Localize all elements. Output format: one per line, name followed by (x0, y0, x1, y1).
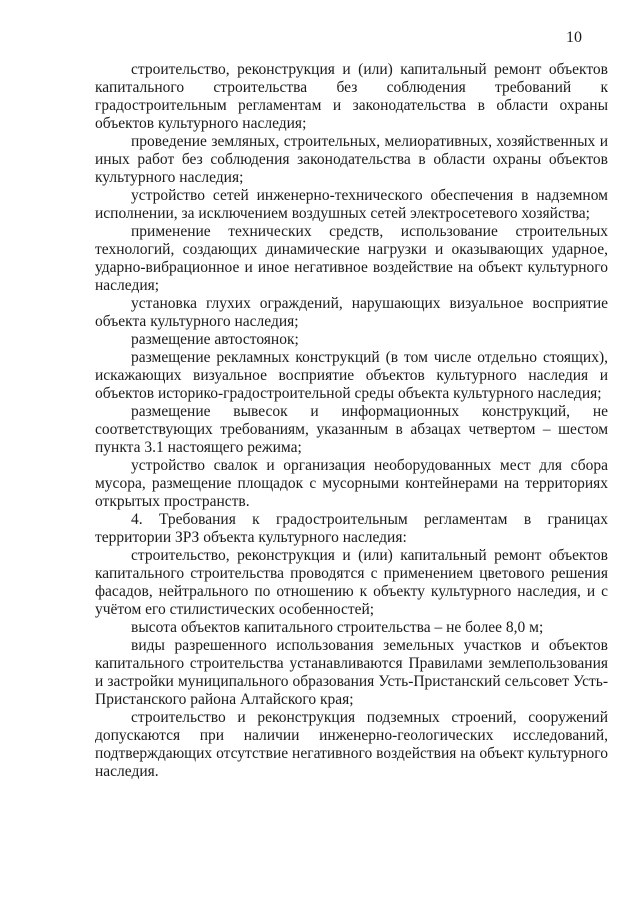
paragraph: проведение земляных, строительных, мелиоративных, хозяйственных и иных работ без соблюдения законодательства в области охраны объектов культурного наследия; (95, 133, 608, 186)
paragraph: устройство свалок и организация необорудованных мест для сбора мусора, размещение площадок с мусорными контейнерами на территориях открытых пространств. (95, 457, 608, 510)
section-heading-paragraph: 4. Требования к градостроительным регламентам в границах территории ЗРЗ объекта культурного наследия: (95, 511, 608, 546)
page-number: 10 (566, 29, 582, 46)
paragraph: строительство и реконструкция подземных строений, сооружений допускаются при наличии инженерно-геологических исследований, подтверждающих отсутствие негативного воздействия на объект культурного наследия. (95, 709, 608, 780)
paragraph: строительство, реконструкция и (или) капитальный ремонт объектов капитального строительства проводятся с применением цветового решения фасадов, нейтрального по отношению к объекту культурного наследия, и с учётом его стилистических особенностей; (95, 547, 608, 618)
paragraph: установка глухих ограждений, нарушающих визуальное восприятие объекта культурного наследия; (95, 295, 608, 330)
paragraph: размещение рекламных конструкций (в том числе отдельно стоящих), искажающих визуальное восприятие объектов культурного наследия и объектов историко-градостроительной среды объекта культурного наследия; (95, 349, 608, 402)
paragraph: высота объектов капитального строительства – не более 8,0 м; (131, 619, 544, 636)
document-body (95, 61, 608, 781)
paragraph: виды разрешенного использования земельных участков и объектов капитального строительства устанавливаются Правилами землепользования и застройки муниципального образования Усть-Пристанский сельсовет Усть-Пристанского района Алтайского края; (95, 637, 608, 708)
paragraph: размещение вывесок и информационных конструкций, не соответствующих требованиям, указанным в абзацах четвертом – шестом пункта 3.1 настоящего режима; (95, 403, 608, 456)
paragraph: строительство, реконструкция и (или) капитальный ремонт объектов капитального строительства без соблюдения требований к градостроительным регламентам и законодательства в области охраны объектов культурного наследия; (95, 61, 608, 132)
paragraph: устройство сетей инженерно-технического обеспечения в надземном исполнении, за исключением воздушных сетей электросетевого хозяйства; (95, 187, 608, 222)
paragraph: размещение автостоянок; (131, 331, 299, 348)
paragraph: применение технических средств, использование строительных технологий, создающих динамические нагрузки и оказывающих ударное, ударно-вибрационное и иное негативное воздействие на объект культурного наследия; (95, 223, 608, 294)
